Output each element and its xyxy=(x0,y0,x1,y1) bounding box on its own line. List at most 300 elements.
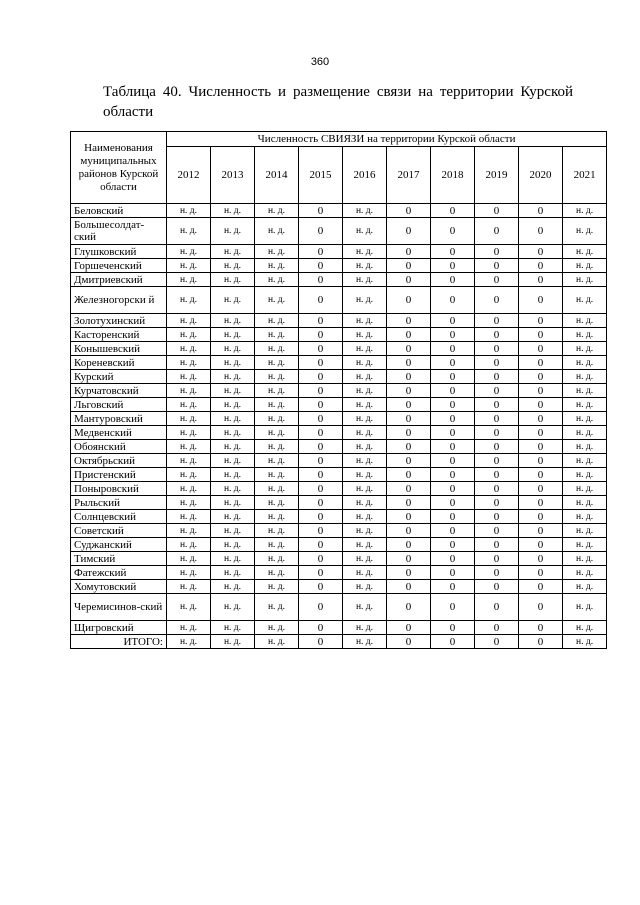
value-cell: 0 xyxy=(299,273,343,287)
value-cell: н. д. xyxy=(563,204,607,218)
row-header: Наименования муниципальных районов Курской области xyxy=(71,132,167,204)
value-cell: 0 xyxy=(519,218,563,245)
value-cell: н. д. xyxy=(255,468,299,482)
value-cell: 0 xyxy=(519,621,563,635)
value-cell: 0 xyxy=(387,496,431,510)
value-cell: 0 xyxy=(519,259,563,273)
value-cell: 0 xyxy=(475,566,519,580)
value-cell: 0 xyxy=(519,287,563,314)
value-cell: 0 xyxy=(431,510,475,524)
value-cell: 0 xyxy=(431,356,475,370)
value-cell: н. д. xyxy=(563,580,607,594)
value-cell: н. д. xyxy=(211,426,255,440)
value-cell: н. д. xyxy=(343,468,387,482)
value-cell: н. д. xyxy=(255,259,299,273)
value-cell: н. д. xyxy=(563,524,607,538)
value-cell: 0 xyxy=(519,510,563,524)
district-name: Хомутовский xyxy=(71,580,167,594)
value-cell: н. д. xyxy=(343,356,387,370)
year-header: 2017 xyxy=(387,147,431,204)
value-cell: 0 xyxy=(475,412,519,426)
value-cell: 0 xyxy=(299,370,343,384)
value-cell: 0 xyxy=(431,538,475,552)
value-cell: н. д. xyxy=(255,510,299,524)
value-cell: н. д. xyxy=(167,594,211,621)
value-cell: 0 xyxy=(475,245,519,259)
table-row xyxy=(71,440,607,454)
value-cell: н. д. xyxy=(211,412,255,426)
value-cell: 0 xyxy=(475,259,519,273)
year-header: 2014 xyxy=(255,147,299,204)
value-cell: н. д. xyxy=(255,580,299,594)
value-cell: 0 xyxy=(519,496,563,510)
table-row xyxy=(71,482,607,496)
value-cell: 0 xyxy=(299,314,343,328)
value-cell: 0 xyxy=(299,580,343,594)
value-cell: н. д. xyxy=(563,468,607,482)
district-name: Дмитриевский xyxy=(71,273,167,287)
table-row xyxy=(71,621,607,635)
value-cell: н. д. xyxy=(211,510,255,524)
value-cell: 0 xyxy=(387,635,431,649)
value-cell: н. д. xyxy=(343,328,387,342)
value-cell: н. д. xyxy=(211,621,255,635)
total-row xyxy=(71,635,607,649)
value-cell: н. д. xyxy=(255,245,299,259)
value-cell: 0 xyxy=(299,621,343,635)
value-cell: н. д. xyxy=(563,552,607,566)
value-cell: н. д. xyxy=(211,566,255,580)
value-cell: 0 xyxy=(387,482,431,496)
value-cell: н. д. xyxy=(343,342,387,356)
value-cell: н. д. xyxy=(563,398,607,412)
district-name: Щигровский xyxy=(71,621,167,635)
value-cell: н. д. xyxy=(167,398,211,412)
value-cell: 0 xyxy=(475,356,519,370)
value-cell: 0 xyxy=(431,552,475,566)
value-cell: н. д. xyxy=(211,356,255,370)
year-header: 2015 xyxy=(299,147,343,204)
value-cell: 0 xyxy=(387,440,431,454)
value-cell: 0 xyxy=(475,218,519,245)
value-cell: н. д. xyxy=(167,426,211,440)
table-row xyxy=(71,496,607,510)
value-cell: 0 xyxy=(475,510,519,524)
table-row xyxy=(71,524,607,538)
value-cell: 0 xyxy=(431,635,475,649)
value-cell: 0 xyxy=(299,468,343,482)
value-cell: 0 xyxy=(299,440,343,454)
value-cell: н. д. xyxy=(343,510,387,524)
value-cell: н. д. xyxy=(255,384,299,398)
value-cell: 0 xyxy=(519,426,563,440)
table-row xyxy=(71,370,607,384)
value-cell: 0 xyxy=(299,538,343,552)
value-cell: н. д. xyxy=(255,454,299,468)
value-cell: н. д. xyxy=(343,384,387,398)
value-cell: 0 xyxy=(519,412,563,426)
value-cell: 0 xyxy=(387,245,431,259)
value-cell: 0 xyxy=(475,524,519,538)
value-cell: н. д. xyxy=(255,218,299,245)
value-cell: н. д. xyxy=(563,426,607,440)
district-name: Пристенский xyxy=(71,468,167,482)
value-cell: н. д. xyxy=(211,273,255,287)
value-cell: 0 xyxy=(431,594,475,621)
district-name: Медвенский xyxy=(71,426,167,440)
value-cell: н. д. xyxy=(343,412,387,426)
value-cell: 0 xyxy=(519,384,563,398)
value-cell: 0 xyxy=(519,566,563,580)
value-cell: 0 xyxy=(387,314,431,328)
value-cell: н. д. xyxy=(563,314,607,328)
value-cell: н. д. xyxy=(343,218,387,245)
value-cell: н. д. xyxy=(255,621,299,635)
table-row xyxy=(71,566,607,580)
value-cell: н. д. xyxy=(563,621,607,635)
value-cell: н. д. xyxy=(167,259,211,273)
value-cell: н. д. xyxy=(563,594,607,621)
value-cell: н. д. xyxy=(343,259,387,273)
value-cell: н. д. xyxy=(343,552,387,566)
value-cell: 0 xyxy=(475,594,519,621)
value-cell: 0 xyxy=(519,440,563,454)
value-cell: 0 xyxy=(387,204,431,218)
value-cell: 0 xyxy=(519,635,563,649)
table-row xyxy=(71,314,607,328)
value-cell: 0 xyxy=(387,328,431,342)
district-name: Горшеченский xyxy=(71,259,167,273)
table-row xyxy=(71,342,607,356)
value-cell: 0 xyxy=(519,538,563,552)
value-cell: н. д. xyxy=(167,496,211,510)
group-header: Численность СВИЯЗИ на территории Курской области xyxy=(167,132,607,147)
value-cell: 0 xyxy=(387,552,431,566)
value-cell: н. д. xyxy=(211,440,255,454)
value-cell: 0 xyxy=(387,510,431,524)
value-cell: н. д. xyxy=(255,496,299,510)
value-cell: н. д. xyxy=(343,566,387,580)
value-cell: 0 xyxy=(475,328,519,342)
value-cell: 0 xyxy=(387,398,431,412)
value-cell: 0 xyxy=(431,426,475,440)
value-cell: 0 xyxy=(431,314,475,328)
value-cell: 0 xyxy=(299,552,343,566)
value-cell: 0 xyxy=(475,635,519,649)
table-row xyxy=(71,218,607,245)
value-cell: 0 xyxy=(299,524,343,538)
value-cell: 0 xyxy=(299,342,343,356)
value-cell: н. д. xyxy=(255,566,299,580)
value-cell: 0 xyxy=(475,384,519,398)
table-body xyxy=(71,204,607,649)
value-cell: 0 xyxy=(299,328,343,342)
table-caption: Таблица 40. Численность и размещение связи на территории Курской области xyxy=(103,84,573,120)
district-name: Железногорски й xyxy=(71,287,167,314)
page-number: 360 xyxy=(310,56,330,68)
value-cell: н. д. xyxy=(563,273,607,287)
year-header: 2019 xyxy=(475,147,519,204)
value-cell: н. д. xyxy=(343,398,387,412)
value-cell: 0 xyxy=(431,454,475,468)
value-cell: 0 xyxy=(431,342,475,356)
value-cell: 0 xyxy=(431,273,475,287)
value-cell: 0 xyxy=(299,384,343,398)
value-cell: н. д. xyxy=(343,287,387,314)
district-name: Касторенский xyxy=(71,328,167,342)
value-cell: н. д. xyxy=(255,204,299,218)
table-row xyxy=(71,552,607,566)
table-row xyxy=(71,384,607,398)
value-cell: н. д. xyxy=(255,328,299,342)
value-cell: 0 xyxy=(299,356,343,370)
year-header: 2013 xyxy=(211,147,255,204)
value-cell: 0 xyxy=(519,580,563,594)
table-row xyxy=(71,245,607,259)
value-cell: 0 xyxy=(475,538,519,552)
value-cell: 0 xyxy=(387,287,431,314)
value-cell: 0 xyxy=(475,482,519,496)
value-cell: н. д. xyxy=(255,440,299,454)
value-cell: 0 xyxy=(431,621,475,635)
value-cell: 0 xyxy=(299,635,343,649)
value-cell: н. д. xyxy=(563,454,607,468)
value-cell: 0 xyxy=(387,538,431,552)
value-cell: 0 xyxy=(387,370,431,384)
value-cell: 0 xyxy=(475,440,519,454)
value-cell: н. д. xyxy=(211,328,255,342)
table-row xyxy=(71,538,607,552)
value-cell: 0 xyxy=(387,454,431,468)
value-cell: н. д. xyxy=(211,259,255,273)
district-name: Обоянский xyxy=(71,440,167,454)
value-cell: 0 xyxy=(299,482,343,496)
value-cell: н. д. xyxy=(563,356,607,370)
value-cell: 0 xyxy=(299,566,343,580)
value-cell: н. д. xyxy=(167,510,211,524)
value-cell: н. д. xyxy=(563,370,607,384)
value-cell: н. д. xyxy=(167,621,211,635)
value-cell: 0 xyxy=(431,328,475,342)
table-row xyxy=(71,412,607,426)
district-name: Октябрьский xyxy=(71,454,167,468)
table-row xyxy=(71,454,607,468)
value-cell: 0 xyxy=(431,496,475,510)
value-cell: н. д. xyxy=(255,635,299,649)
value-cell: н. д. xyxy=(343,454,387,468)
year-header: 2016 xyxy=(343,147,387,204)
value-cell: н. д. xyxy=(167,440,211,454)
value-cell: 0 xyxy=(431,482,475,496)
value-cell: н. д. xyxy=(167,552,211,566)
value-cell: 0 xyxy=(519,468,563,482)
value-cell: н. д. xyxy=(211,482,255,496)
table-row xyxy=(71,273,607,287)
value-cell: н. д. xyxy=(167,245,211,259)
value-cell: н. д. xyxy=(343,635,387,649)
value-cell: н. д. xyxy=(211,218,255,245)
value-cell: 0 xyxy=(431,245,475,259)
value-cell: н. д. xyxy=(211,594,255,621)
value-cell: н. д. xyxy=(167,370,211,384)
value-cell: 0 xyxy=(519,398,563,412)
value-cell: 0 xyxy=(519,204,563,218)
value-cell: н. д. xyxy=(211,524,255,538)
value-cell: 0 xyxy=(475,468,519,482)
district-name: Солнцевский xyxy=(71,510,167,524)
district-name: Мантуровский xyxy=(71,412,167,426)
value-cell: н. д. xyxy=(255,287,299,314)
value-cell: н. д. xyxy=(343,524,387,538)
value-cell: н. д. xyxy=(343,621,387,635)
value-cell: н. д. xyxy=(167,482,211,496)
value-cell: н. д. xyxy=(343,245,387,259)
value-cell: н. д. xyxy=(167,273,211,287)
district-name: Курский xyxy=(71,370,167,384)
value-cell: 0 xyxy=(431,524,475,538)
value-cell: 0 xyxy=(475,454,519,468)
value-cell: 0 xyxy=(387,580,431,594)
value-cell: н. д. xyxy=(343,496,387,510)
value-cell: 0 xyxy=(387,412,431,426)
table-row xyxy=(71,356,607,370)
district-name: Черемисинов-ский xyxy=(71,594,167,621)
value-cell: н. д. xyxy=(255,538,299,552)
district-name: Советский xyxy=(71,524,167,538)
value-cell: 0 xyxy=(475,287,519,314)
value-cell: н. д. xyxy=(211,538,255,552)
year-header: 2021 xyxy=(563,147,607,204)
value-cell: 0 xyxy=(387,524,431,538)
value-cell: 0 xyxy=(519,454,563,468)
value-cell: 0 xyxy=(299,594,343,621)
value-cell: 0 xyxy=(299,496,343,510)
value-cell: 0 xyxy=(475,342,519,356)
value-cell: 0 xyxy=(299,245,343,259)
district-name: Кореневский xyxy=(71,356,167,370)
value-cell: н. д. xyxy=(343,440,387,454)
district-name: Льговский xyxy=(71,398,167,412)
value-cell: н. д. xyxy=(211,245,255,259)
value-cell: н. д. xyxy=(211,342,255,356)
table-header xyxy=(71,132,607,204)
value-cell: н. д. xyxy=(167,454,211,468)
value-cell: н. д. xyxy=(563,440,607,454)
value-cell: н. д. xyxy=(211,468,255,482)
value-cell: н. д. xyxy=(255,398,299,412)
value-cell: 0 xyxy=(299,287,343,314)
value-cell: 0 xyxy=(431,384,475,398)
value-cell: н. д. xyxy=(563,287,607,314)
value-cell: н. д. xyxy=(343,538,387,552)
value-cell: н. д. xyxy=(343,426,387,440)
district-name: Большесолдат-ский xyxy=(71,218,167,245)
value-cell: 0 xyxy=(431,218,475,245)
district-name: Глушковский xyxy=(71,245,167,259)
value-cell: 0 xyxy=(431,440,475,454)
value-cell: 0 xyxy=(299,426,343,440)
value-cell: н. д. xyxy=(167,384,211,398)
value-cell: н. д. xyxy=(255,482,299,496)
value-cell: н. д. xyxy=(167,524,211,538)
value-cell: н. д. xyxy=(211,398,255,412)
value-cell: н. д. xyxy=(563,328,607,342)
value-cell: 0 xyxy=(475,204,519,218)
value-cell: 0 xyxy=(475,398,519,412)
value-cell: 0 xyxy=(475,370,519,384)
table-row xyxy=(71,426,607,440)
value-cell: 0 xyxy=(431,287,475,314)
value-cell: 0 xyxy=(299,412,343,426)
value-cell: 0 xyxy=(475,580,519,594)
value-cell: н. д. xyxy=(563,510,607,524)
value-cell: н. д. xyxy=(563,538,607,552)
value-cell: н. д. xyxy=(563,635,607,649)
value-cell: н. д. xyxy=(167,468,211,482)
value-cell: 0 xyxy=(431,370,475,384)
value-cell: 0 xyxy=(299,204,343,218)
value-cell: 0 xyxy=(299,454,343,468)
value-cell: н. д. xyxy=(563,496,607,510)
value-cell: н. д. xyxy=(255,426,299,440)
value-cell: 0 xyxy=(387,342,431,356)
value-cell: 0 xyxy=(475,621,519,635)
district-name: Курчатовский xyxy=(71,384,167,398)
district-name: Суджанский xyxy=(71,538,167,552)
value-cell: 0 xyxy=(431,412,475,426)
value-cell: 0 xyxy=(519,273,563,287)
value-cell: 0 xyxy=(519,370,563,384)
value-cell: н. д. xyxy=(167,580,211,594)
value-cell: н. д. xyxy=(167,218,211,245)
value-cell: н. д. xyxy=(167,314,211,328)
district-name: Поныровский xyxy=(71,482,167,496)
year-header: 2012 xyxy=(167,147,211,204)
value-cell: 0 xyxy=(299,259,343,273)
value-cell: 0 xyxy=(299,398,343,412)
value-cell: н. д. xyxy=(255,314,299,328)
table-row xyxy=(71,510,607,524)
value-cell: н. д. xyxy=(167,287,211,314)
value-cell: н. д. xyxy=(211,496,255,510)
value-cell: н. д. xyxy=(343,482,387,496)
value-cell: 0 xyxy=(387,259,431,273)
table-row xyxy=(71,468,607,482)
value-cell: н. д. xyxy=(211,370,255,384)
table-row xyxy=(71,204,607,218)
value-cell: н. д. xyxy=(211,287,255,314)
value-cell: н. д. xyxy=(167,538,211,552)
value-cell: 0 xyxy=(387,594,431,621)
value-cell: 0 xyxy=(475,552,519,566)
value-cell: 0 xyxy=(475,496,519,510)
value-cell: 0 xyxy=(387,621,431,635)
district-name: Рыльский xyxy=(71,496,167,510)
data-table xyxy=(70,131,607,649)
district-name: Золотухинский xyxy=(71,314,167,328)
value-cell: 0 xyxy=(387,384,431,398)
value-cell: н. д. xyxy=(211,454,255,468)
value-cell: н. д. xyxy=(343,273,387,287)
year-header: 2018 xyxy=(431,147,475,204)
value-cell: н. д. xyxy=(563,566,607,580)
value-cell: н. д. xyxy=(343,580,387,594)
value-cell: 0 xyxy=(387,356,431,370)
value-cell: 0 xyxy=(475,426,519,440)
value-cell: н. д. xyxy=(167,356,211,370)
value-cell: 0 xyxy=(519,245,563,259)
value-cell: 0 xyxy=(431,259,475,273)
